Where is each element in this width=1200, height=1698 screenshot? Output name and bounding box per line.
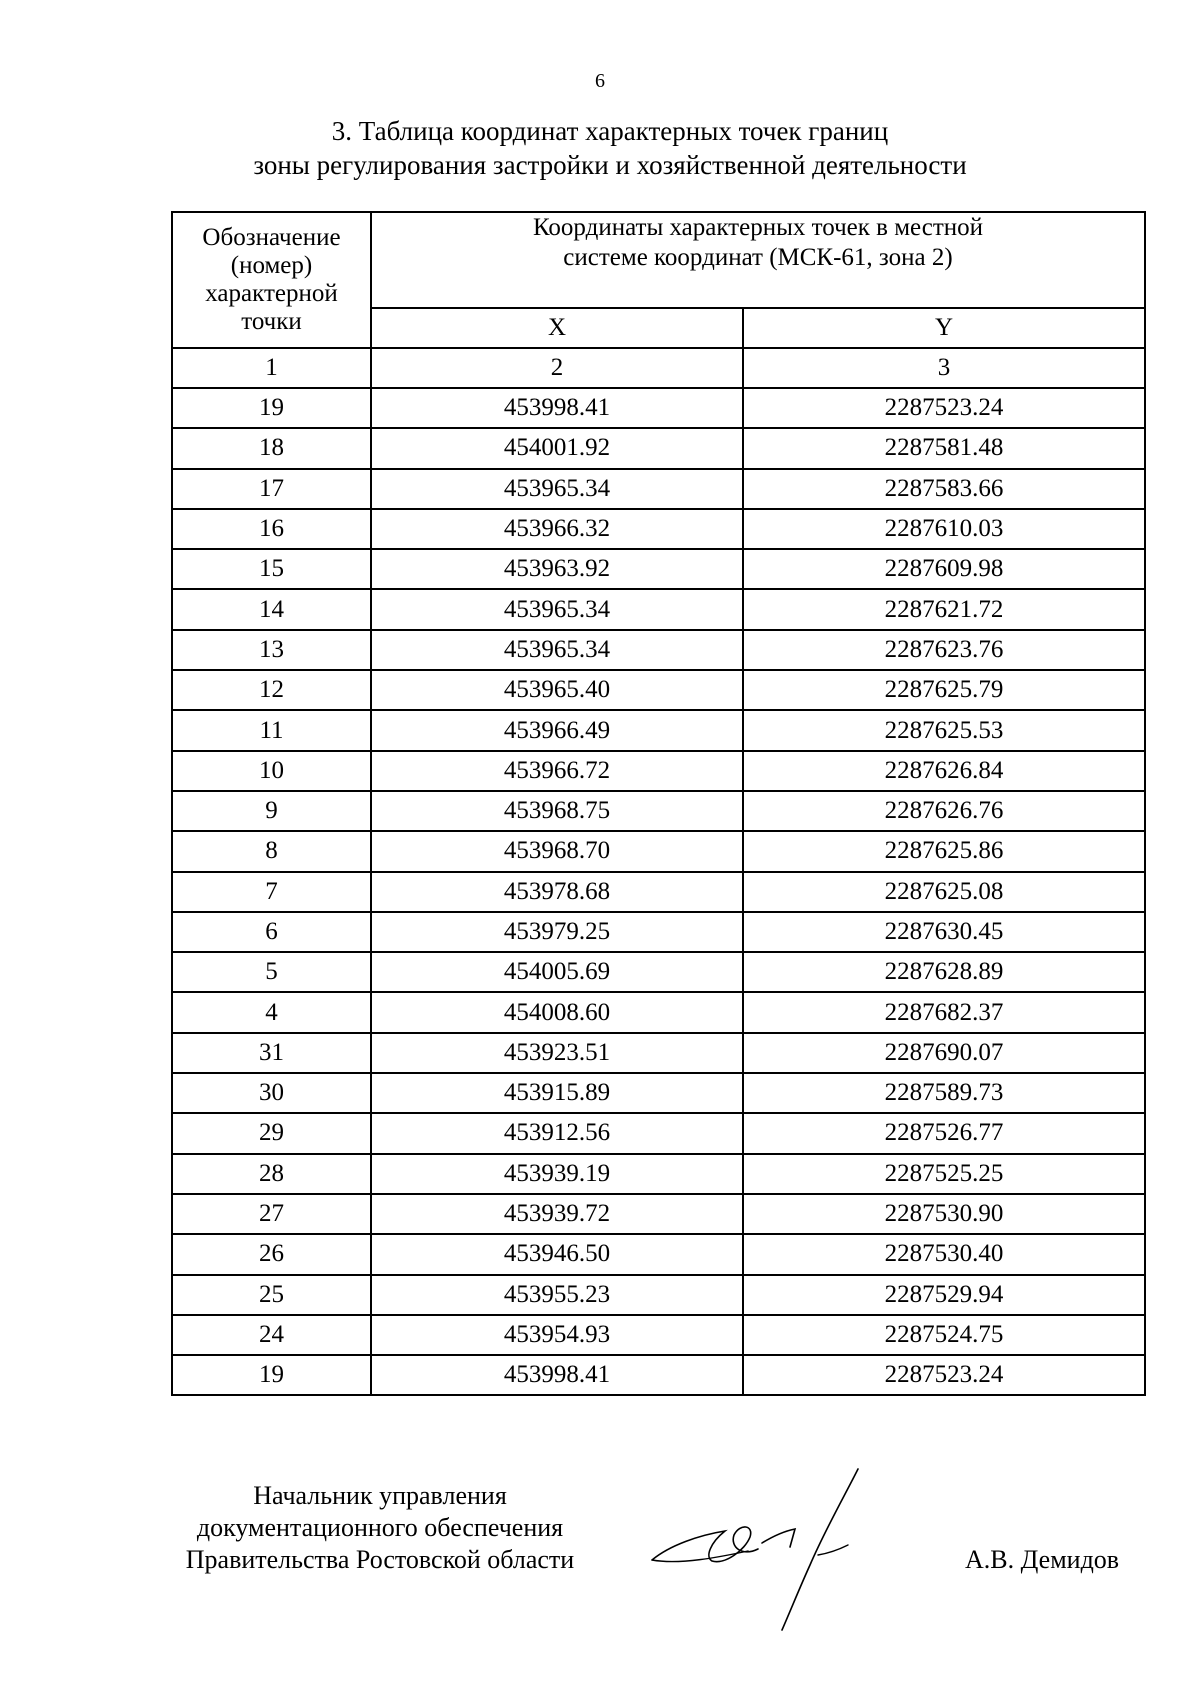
x-coordinate-cell: 453965.34 bbox=[371, 589, 743, 629]
y-coordinate-cell: 2287526.77 bbox=[743, 1113, 1145, 1153]
y-coordinate-cell: 2287623.76 bbox=[743, 630, 1145, 670]
position-line: Начальник управления bbox=[253, 1481, 507, 1510]
point-number-cell: 29 bbox=[172, 1113, 371, 1153]
table-row bbox=[172, 670, 1145, 710]
x-coordinate-cell: 453966.49 bbox=[371, 710, 743, 750]
y-coordinate-cell: 2287525.25 bbox=[743, 1154, 1145, 1194]
x-coordinate-cell: 453978.68 bbox=[371, 872, 743, 912]
point-number-cell: 9 bbox=[172, 791, 371, 831]
x-coordinate-cell: 453939.72 bbox=[371, 1194, 743, 1234]
table-row bbox=[172, 1275, 1145, 1315]
x-coordinate-cell: 453965.34 bbox=[371, 469, 743, 509]
point-number-cell: 7 bbox=[172, 872, 371, 912]
title-line-1: 3. Таблица координат характерных точек границ bbox=[331, 116, 889, 146]
table-row bbox=[172, 872, 1145, 912]
x-coordinate-cell: 453915.89 bbox=[371, 1073, 743, 1113]
point-number-cell: 27 bbox=[172, 1194, 371, 1234]
table-row bbox=[172, 791, 1145, 831]
y-coordinate-cell: 2287529.94 bbox=[743, 1275, 1145, 1315]
x-coordinate-cell: 453963.92 bbox=[371, 549, 743, 589]
point-number-cell: 13 bbox=[172, 630, 371, 670]
y-coordinate-cell: 2287682.37 bbox=[743, 992, 1145, 1032]
header-coords-line: системе координат (МСК-61, зона 2) bbox=[563, 244, 953, 271]
header-point-line: точки bbox=[241, 308, 302, 335]
table-row bbox=[172, 710, 1145, 750]
point-number-cell: 31 bbox=[172, 1033, 371, 1073]
header-x: X bbox=[371, 308, 743, 348]
table-row bbox=[172, 751, 1145, 791]
point-number-cell: 17 bbox=[172, 469, 371, 509]
x-coordinate-cell: 453939.19 bbox=[371, 1154, 743, 1194]
y-coordinate-cell: 2287628.89 bbox=[743, 952, 1145, 992]
point-number-cell: 28 bbox=[172, 1154, 371, 1194]
x-coordinate-cell: 453923.51 bbox=[371, 1033, 743, 1073]
y-coordinate-cell: 2287523.24 bbox=[743, 388, 1145, 428]
table-row bbox=[172, 509, 1145, 549]
table-row bbox=[172, 912, 1145, 952]
x-coordinate-cell: 453954.93 bbox=[371, 1315, 743, 1355]
y-coordinate-cell: 2287630.45 bbox=[743, 912, 1145, 952]
x-coordinate-cell: 453998.41 bbox=[371, 1355, 743, 1395]
y-coordinate-cell: 2287589.73 bbox=[743, 1073, 1145, 1113]
point-number-cell: 8 bbox=[172, 831, 371, 871]
x-coordinate-cell: 453955.23 bbox=[371, 1275, 743, 1315]
y-coordinate-cell: 2287625.08 bbox=[743, 872, 1145, 912]
header-point-line: (номер) bbox=[230, 252, 313, 279]
y-coordinate-cell: 2287583.66 bbox=[743, 469, 1145, 509]
header-y: Y bbox=[743, 308, 1145, 348]
header-point-line: характерной bbox=[205, 280, 338, 307]
point-number-cell: 6 bbox=[172, 912, 371, 952]
point-number-cell: 12 bbox=[172, 670, 371, 710]
header-coords-line: Координаты характерных точек в местной bbox=[533, 214, 984, 241]
x-coordinate-cell: 453998.41 bbox=[371, 388, 743, 428]
x-coordinate-cell: 453965.40 bbox=[371, 670, 743, 710]
x-coordinate-cell: 453946.50 bbox=[371, 1234, 743, 1274]
signatory-name: А.В. Демидов bbox=[965, 1545, 1120, 1574]
x-coordinate-cell: 453966.32 bbox=[371, 509, 743, 549]
x-coordinate-cell: 453968.75 bbox=[371, 791, 743, 831]
table-row bbox=[172, 1315, 1145, 1355]
handwritten-signature bbox=[650, 1465, 910, 1635]
point-number-cell: 11 bbox=[172, 710, 371, 750]
point-number-cell: 18 bbox=[172, 428, 371, 468]
point-number-cell: 24 bbox=[172, 1315, 371, 1355]
point-number-cell: 14 bbox=[172, 589, 371, 629]
table-body bbox=[172, 388, 1145, 1395]
y-coordinate-cell: 2287626.84 bbox=[743, 751, 1145, 791]
y-coordinate-cell: 2287609.98 bbox=[743, 549, 1145, 589]
y-coordinate-cell: 2287530.90 bbox=[743, 1194, 1145, 1234]
table-row bbox=[172, 952, 1145, 992]
x-coordinate-cell: 454008.60 bbox=[371, 992, 743, 1032]
y-coordinate-cell: 2287610.03 bbox=[743, 509, 1145, 549]
table-row bbox=[172, 630, 1145, 670]
y-coordinate-cell: 2287581.48 bbox=[743, 428, 1145, 468]
title-line-2: зоны регулирования застройки и хозяйственной деятельности bbox=[253, 150, 967, 180]
x-coordinate-cell: 453966.72 bbox=[371, 751, 743, 791]
x-coordinate-cell: 454005.69 bbox=[371, 952, 743, 992]
point-number-cell: 4 bbox=[172, 992, 371, 1032]
point-number-cell: 5 bbox=[172, 952, 371, 992]
y-coordinate-cell: 2287625.79 bbox=[743, 670, 1145, 710]
x-coordinate-cell: 453979.25 bbox=[371, 912, 743, 952]
document-title bbox=[160, 114, 1060, 182]
y-coordinate-cell: 2287625.86 bbox=[743, 831, 1145, 871]
x-coordinate-cell: 453968.70 bbox=[371, 831, 743, 871]
table-row bbox=[172, 831, 1145, 871]
point-number-cell: 19 bbox=[172, 1355, 371, 1395]
page-number: 6 bbox=[595, 70, 605, 92]
y-coordinate-cell: 2287530.40 bbox=[743, 1234, 1145, 1274]
header-point-designation bbox=[172, 212, 371, 348]
y-coordinate-cell: 2287523.24 bbox=[743, 1355, 1145, 1395]
x-coordinate-cell: 453912.56 bbox=[371, 1113, 743, 1153]
header-coordinates bbox=[371, 212, 1145, 308]
y-coordinate-cell: 2287524.75 bbox=[743, 1315, 1145, 1355]
y-coordinate-cell: 2287621.72 bbox=[743, 589, 1145, 629]
table-row bbox=[172, 549, 1145, 589]
table-row bbox=[172, 1113, 1145, 1153]
point-number-cell: 10 bbox=[172, 751, 371, 791]
y-coordinate-cell: 2287690.07 bbox=[743, 1033, 1145, 1073]
header-point-line: Обозначение bbox=[202, 224, 341, 251]
table-row bbox=[172, 1355, 1145, 1395]
table-row bbox=[172, 469, 1145, 509]
table-row bbox=[172, 1073, 1145, 1113]
point-number-cell: 30 bbox=[172, 1073, 371, 1113]
table-row bbox=[172, 1033, 1145, 1073]
point-number-cell: 26 bbox=[172, 1234, 371, 1274]
table-row bbox=[172, 428, 1145, 468]
position-line: Правительства Ростовской области bbox=[185, 1545, 575, 1574]
table-row bbox=[172, 1154, 1145, 1194]
point-number-cell: 25 bbox=[172, 1275, 371, 1315]
table-row bbox=[172, 388, 1145, 428]
x-coordinate-cell: 453965.34 bbox=[371, 630, 743, 670]
table-row bbox=[172, 992, 1145, 1032]
y-coordinate-cell: 2287626.76 bbox=[743, 791, 1145, 831]
point-number-cell: 19 bbox=[172, 388, 371, 428]
table-row bbox=[172, 1234, 1145, 1274]
column-number: 3 bbox=[743, 348, 1145, 388]
coordinates-table bbox=[171, 211, 1146, 1396]
table-row bbox=[172, 1194, 1145, 1234]
point-number-cell: 15 bbox=[172, 549, 371, 589]
x-coordinate-cell: 454001.92 bbox=[371, 428, 743, 468]
table-row bbox=[172, 589, 1145, 629]
y-coordinate-cell: 2287625.53 bbox=[743, 710, 1145, 750]
column-number: 1 bbox=[172, 348, 371, 388]
point-number-cell: 16 bbox=[172, 509, 371, 549]
signatory-position bbox=[160, 1480, 600, 1576]
position-line: документационного обеспечения bbox=[196, 1513, 564, 1542]
column-number: 2 bbox=[371, 348, 743, 388]
